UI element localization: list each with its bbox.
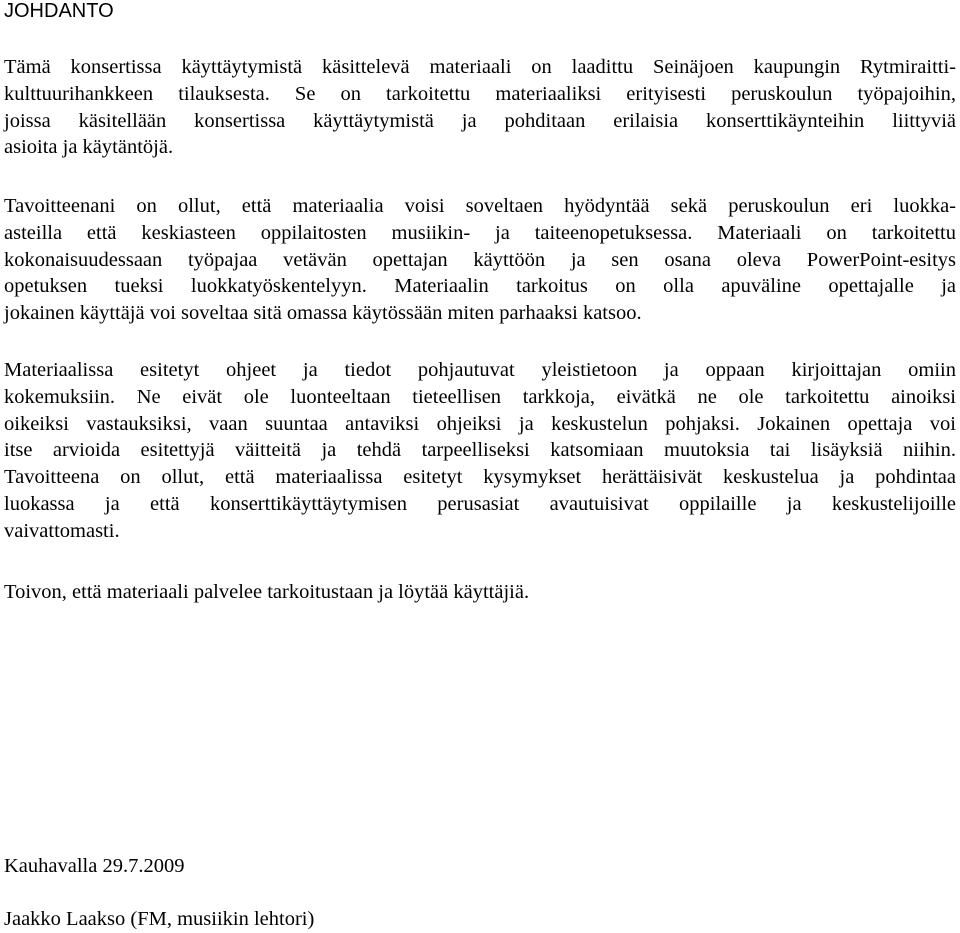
- paragraph-line: Tavoitteenani on ollut, että materiaalia voisi soveltaen hyödyntää sekä peruskoulun eri luokka-: [4, 195, 956, 217]
- paragraph-line: itse arvioida esitettyjä väitteitä ja tehdä tarpeelliseksi katsomiaan muutoksia tai lisäyksiä niihin.: [4, 439, 956, 462]
- paragraph-line: joissa käsitellään konsertissa käyttäytymistä ja pohditaan erilaisia konserttikäynteihin liittyviä: [4, 109, 956, 132]
- place-and-date: [4, 853, 956, 880]
- paragraph-intro: [4, 54, 956, 161]
- paragraph-line: kokemuksiin. Ne eivät ole luonteeltaan tieteellisen tarkkoja, eivätkä ne ole tarkoitettu ainoiksi: [4, 385, 956, 408]
- paragraph-line: vaivattomasti.: [4, 519, 120, 542]
- paragraph-line: luokassa ja että konserttikäyttäytymisen perusasiat avautuisivat oppilaille ja keskustelijoille: [4, 492, 956, 515]
- paragraph-line: jokainen käyttäjä voi soveltaa sitä omassa käytössään miten parhaaksi katsoo.: [4, 302, 642, 325]
- paragraph-line: opetuksen tueksi luokkatyöskentelyyn. Materiaalin tarkoitus on olla apuväline opettajalle ja: [4, 275, 956, 298]
- paragraph-closing: [4, 579, 956, 606]
- paragraph-line: asteilla että keskiasteen oppilaitosten musiikin- ja taiteenopetuksessa. Materiaali on tarkoitettu: [4, 221, 956, 244]
- paragraph-line: Materiaalissa esitetyt ohjeet ja tiedot pohjautuvat yleistietoon ja oppaan kirjoittajan omiin: [4, 359, 956, 381]
- place-date-text: Kauhavalla 29.7.2009: [4, 855, 185, 877]
- document-heading: JOHDANTO: [4, 0, 114, 22]
- author-text: Jaakko Laakso (FM, musiikin lehtori): [4, 908, 315, 930]
- paragraph-line: kokonaisuudessaan työpajaa vetävän opettajan käyttöön ja sen osana oleva PowerPoint-esitys: [4, 248, 956, 271]
- paragraph-line: oikeiksi vastauksiksi, vaan suuntaa antaviksi ohjeiksi ja keskustelun pohjaksi. Jokainen opettaja voi: [4, 412, 956, 435]
- paragraph-line: Toivon, että materiaali palvelee tarkoitustaan ja löytää käyttäjiä.: [4, 581, 530, 603]
- paragraph-line: kulttuurihankkeen tilauksesta. Se on tarkoitettu materiaaliksi erityisesti peruskoulun työpajoihin,: [4, 82, 956, 105]
- paragraph-line: asioita ja käytäntöjä.: [4, 136, 174, 159]
- author-signature: [4, 906, 956, 933]
- paragraph-line: Tämä konsertissa käyttäytymistä käsittelevä materiaali on laadittu Seinäjoen kaupungin Rytmiraitti-: [4, 56, 956, 78]
- paragraph-goals: [4, 193, 956, 327]
- paragraph-sources: [4, 357, 956, 545]
- paragraph-line: Tavoitteena on ollut, että materiaalissa esitetyt kysymykset herättäisivät keskustelua ja pohdintaa: [4, 466, 956, 489]
